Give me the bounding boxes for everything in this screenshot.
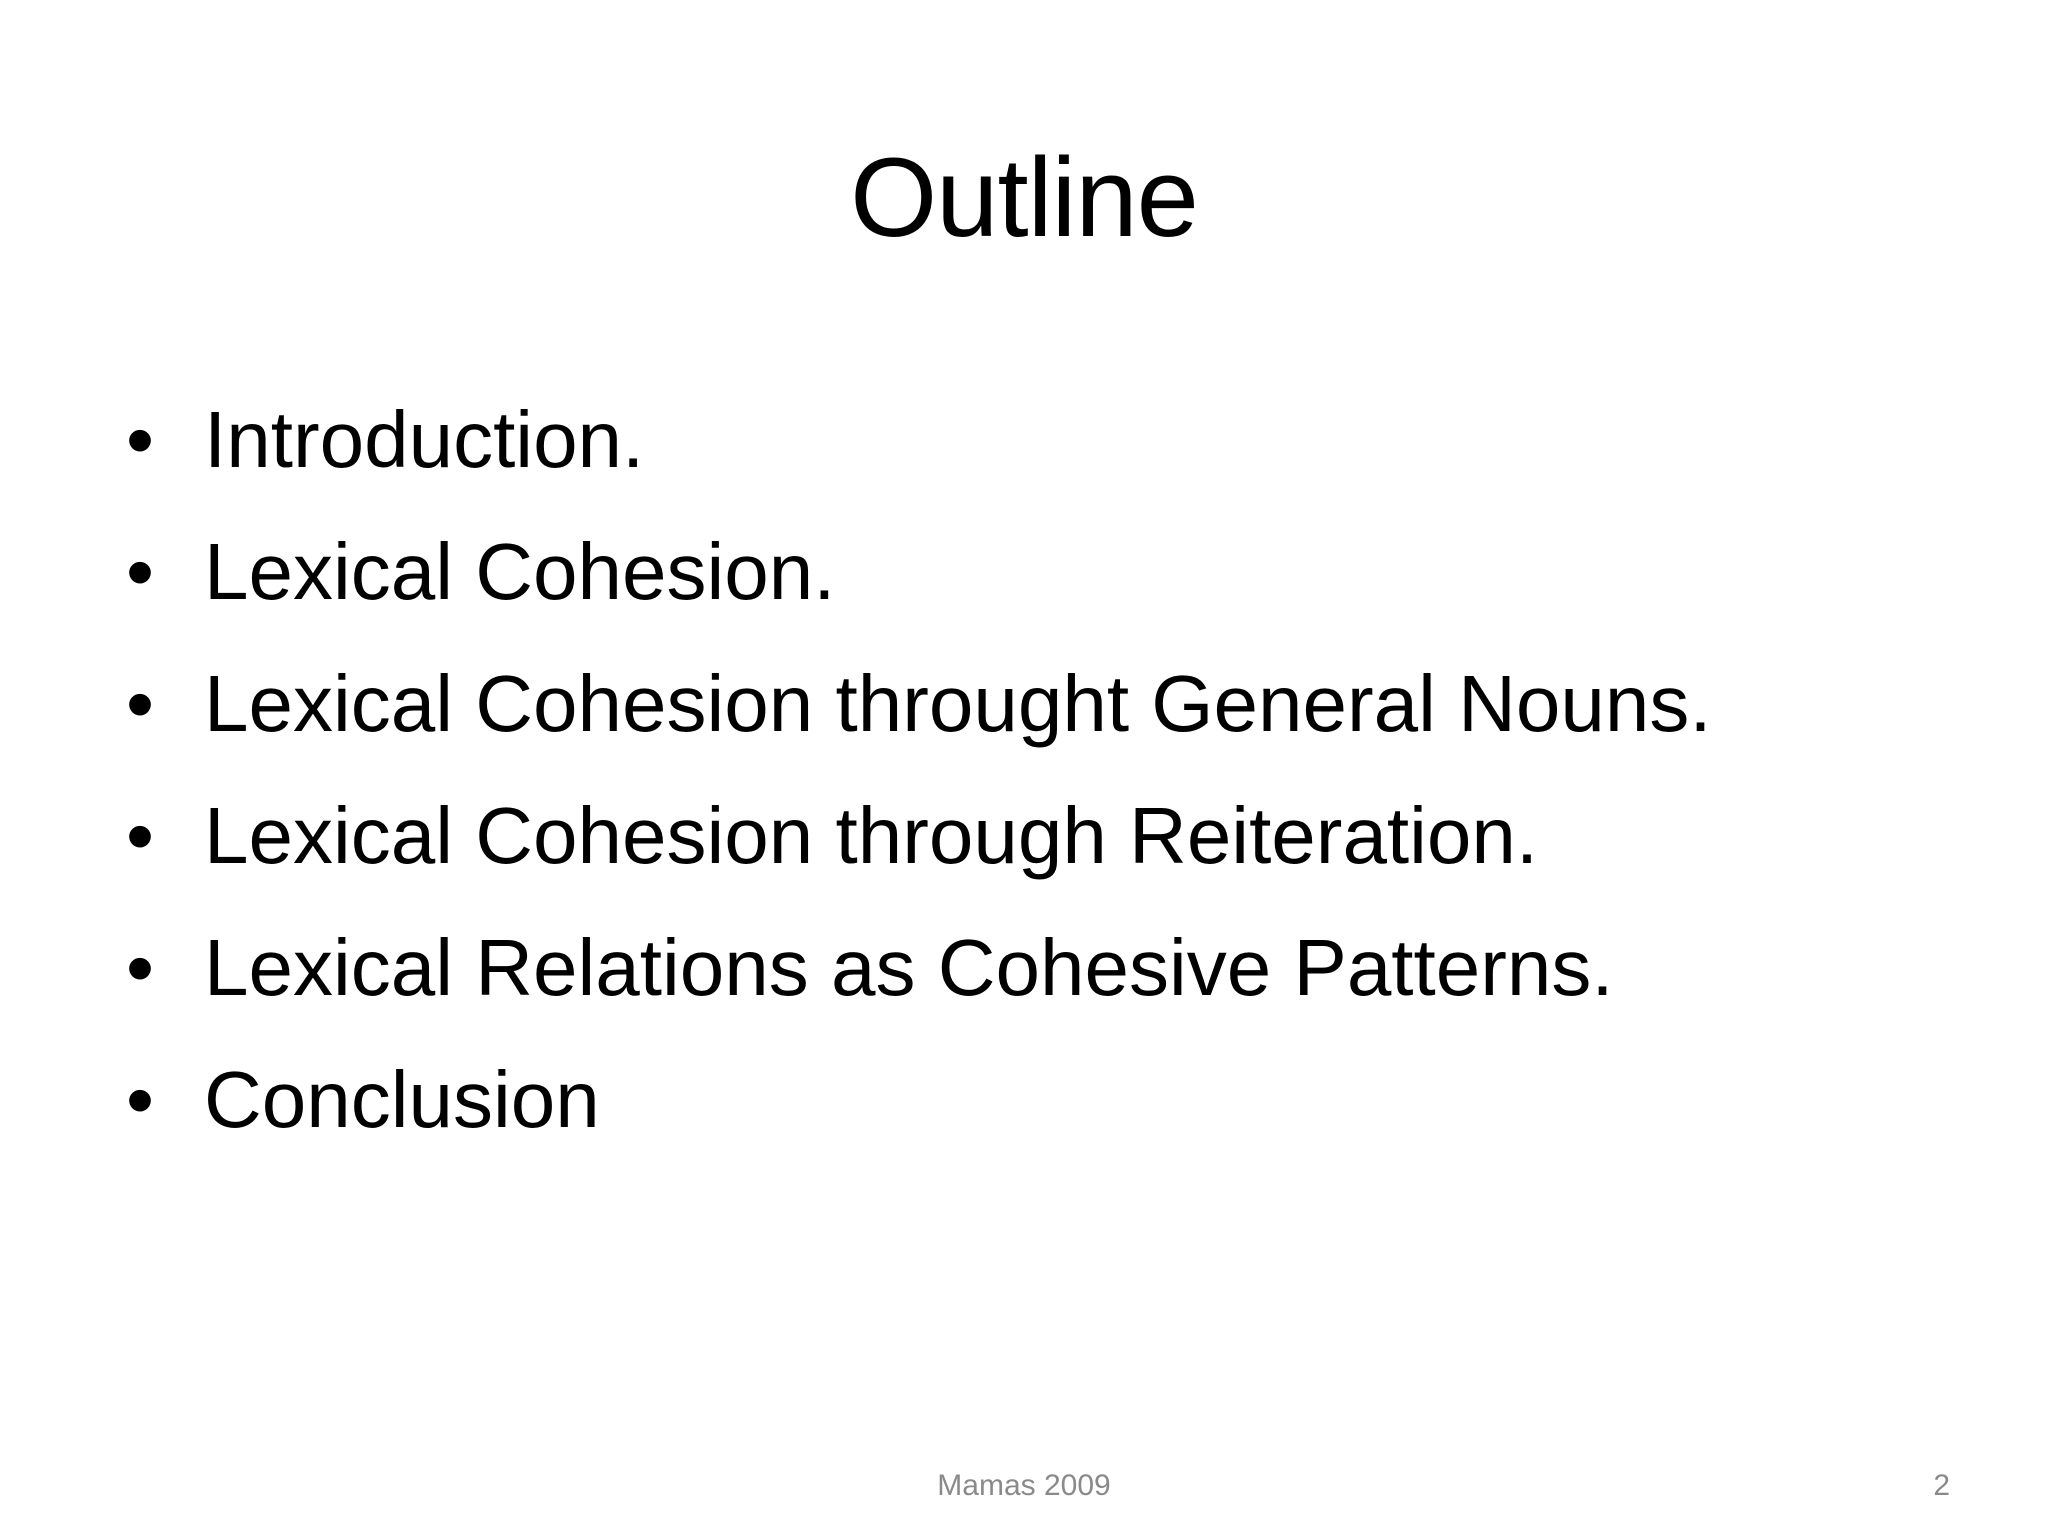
list-item [120,902,1940,1034]
bullet-dot-icon: • [126,395,155,484]
bullet-text: Lexical Cohesion throught General Nouns. [204,659,1712,748]
bullet-text: Introduction. [204,395,645,484]
bullet-dot-icon: • [126,791,155,880]
list-item [120,638,1940,770]
page-number: 2 [1933,1469,1950,1502]
bullet-dot-icon: • [126,527,155,616]
bullet-text: Conclusion [204,1055,600,1144]
bullet-list [120,374,1940,1166]
list-item [120,770,1940,902]
footer-author: Mamas 2009 [937,1469,1111,1502]
bullet-text: Lexical Relations as Cohesive Patterns. [204,923,1614,1012]
list-item [120,1034,1940,1166]
list-item [120,374,1940,506]
bullet-text: Lexical Cohesion through Reiteration. [204,791,1539,880]
slide-title: Outline [850,135,1198,260]
bullet-dot-icon: • [126,659,155,748]
bullet-dot-icon: • [126,923,155,1012]
bullet-dot-icon: • [126,1055,155,1144]
bullet-text: Lexical Cohesion. [204,527,836,616]
list-item [120,506,1940,638]
